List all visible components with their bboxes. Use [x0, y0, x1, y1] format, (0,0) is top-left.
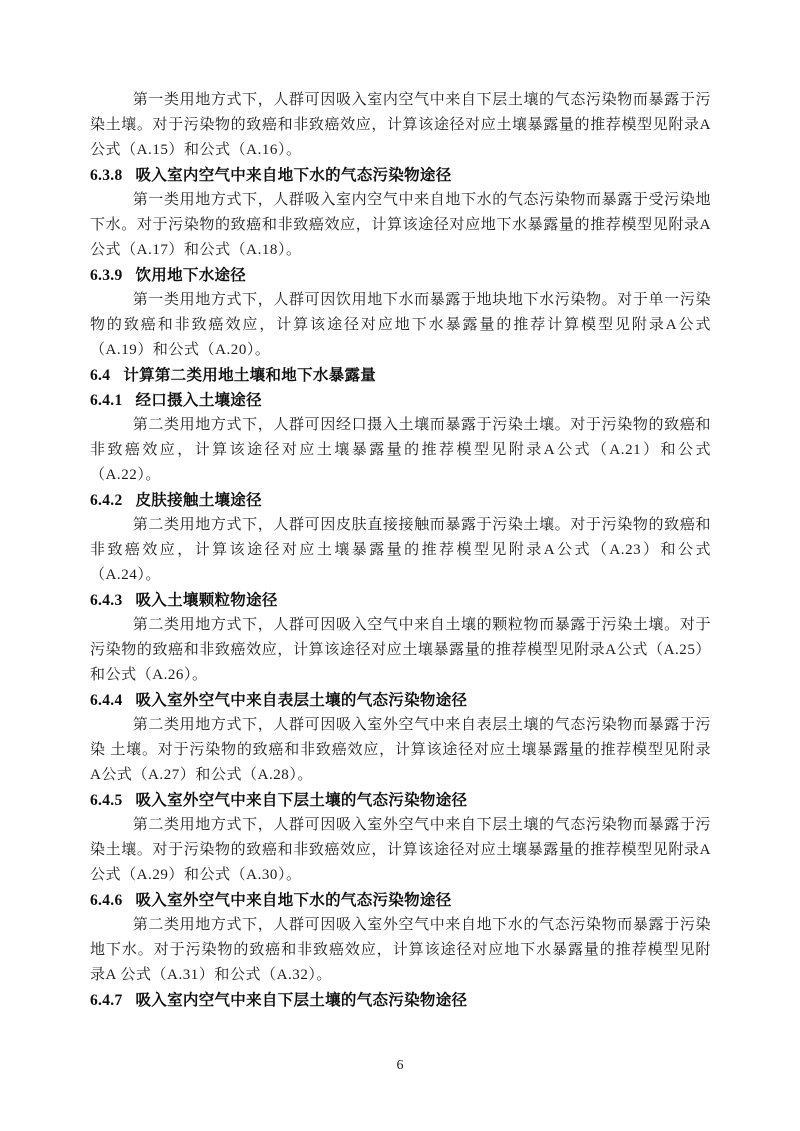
section-heading-6-4-6: [90, 888, 711, 913]
paragraph: 第一类用地方式下，人群可因吸入室内空气中来自下层土壤的气态污染物而暴露于污染土壤。对于污染物的致癌和非致癌效应，计算该途径对应土壤暴露量的推荐模型见附录A公式（A.15）和公式（A.16）。: [90, 92, 711, 158]
paragraph: 第二类用地方式下，人群可因吸入室外空气中来自地下水的气态污染物而暴露于污染地下水。对于污染物的致癌和非致癌效应，计算该途径对应地下水暴露量的推荐模型见附录A 公式（A.31）和公式（A.32）。: [90, 917, 711, 983]
section-title: 计算第二类用地土壤和地下水暴露量: [123, 367, 377, 384]
section-title: 皮肤接触土壤途径: [135, 492, 262, 509]
section-number: 6.3.9: [90, 267, 123, 284]
section-number: 6.4.4: [90, 692, 123, 709]
section-number: 6.4.6: [90, 892, 123, 909]
section-heading-6-3-8: [90, 163, 711, 188]
section-heading-6-3-9: [90, 263, 711, 288]
section-number: 6.4.7: [90, 992, 123, 1009]
section-title: 吸入室外空气中来自表层土壤的气态污染物途径: [135, 692, 468, 709]
paragraph: 第二类用地方式下，人群可因经口摄入土壤而暴露于污染土壤。对于污染物的致癌和非致癌效应，计算该途径对应土壤暴露量的推荐模型见附录A公式（A.21）和公式（A.22）。: [90, 417, 711, 483]
paragraph: 第二类用地方式下，人群可因皮肤直接接触而暴露于污染土壤。对于污染物的致癌和非致癌效应，计算该途径对应土壤暴露量的推荐模型见附录A公式（A.23）和公式（A.24）。: [90, 517, 711, 583]
document-content: [90, 88, 711, 1013]
paragraph: 第二类用地方式下，人群可因吸入室外空气中来自下层土壤的气态污染物而暴露于污染土壤。对于污染物的致癌和非致癌效应，计算该途径对应土壤暴露量的推荐模型见附录A公式（A.29）和公式（A.30）。: [90, 817, 711, 883]
section-title: 经口摄入土壤途径: [135, 392, 262, 409]
section-number: 6.3.8: [90, 167, 123, 184]
section-title: 吸入室外空气中来自地下水的气态污染物途径: [135, 892, 452, 909]
section-heading-6-4-4: [90, 688, 711, 713]
page-number: 6: [396, 1058, 404, 1073]
section-number: 6.4: [90, 367, 111, 384]
paragraph: 第二类用地方式下，人群可因吸入室外空气中来自表层土壤的气态污染物而暴露于污染 土壤。对于污染物的致癌和非致癌效应，计算该途径对应土壤暴露量的推荐模型见附录A公式（A.27）和公式（A.28）。: [90, 717, 711, 783]
section-title: 饮用地下水途径: [135, 267, 247, 284]
section-title: 吸入土壤颗粒物途径: [135, 592, 278, 609]
section-number: 6.4.2: [90, 492, 123, 509]
section-heading-6-4-1: [90, 388, 711, 413]
page-footer: [0, 1056, 800, 1074]
section-heading-6-4-7: [90, 988, 711, 1013]
section-title: 吸入室外空气中来自下层土壤的气态污染物途径: [135, 792, 468, 809]
section-number: 6.4.5: [90, 792, 123, 809]
section-number: 6.4.3: [90, 592, 123, 609]
section-heading-6-4-5: [90, 788, 711, 813]
paragraph: 第一类用地方式下，人群可因饮用地下水而暴露于地块地下水污染物。对于单一污染物的致癌和非致癌效应，计算该途径对应地下水暴露量的推荐计算模型见附录A公式（A.19）和公式（A.20）。: [90, 292, 711, 358]
section-title: 吸入室内空气中来自下层土壤的气态污染物途径: [135, 992, 468, 1009]
section-number: 6.4.1: [90, 392, 123, 409]
section-title: 吸入室内空气中来自地下水的气态污染物途径: [135, 167, 452, 184]
section-heading-6-4-2: [90, 488, 711, 513]
section-heading-6-4-3: [90, 588, 711, 613]
paragraph: 第二类用地方式下，人群可因吸入空气中来自土壤的颗粒物而暴露于污染土壤。对于污染物的致癌和非致癌效应，计算该途径对应土壤暴露量的推荐模型见附录A公式（A.25）和公式（A.26）。: [90, 617, 711, 683]
paragraph: 第一类用地方式下，人群吸入室内空气中来自地下水的气态污染物而暴露于受污染地下水。对于污染物的致癌和非致癌效应，计算该途径对应地下水暴露量的推荐模型见附录A公式（A.17）和公式（A.18）。: [90, 192, 711, 258]
section-heading-6-4: [90, 363, 711, 388]
